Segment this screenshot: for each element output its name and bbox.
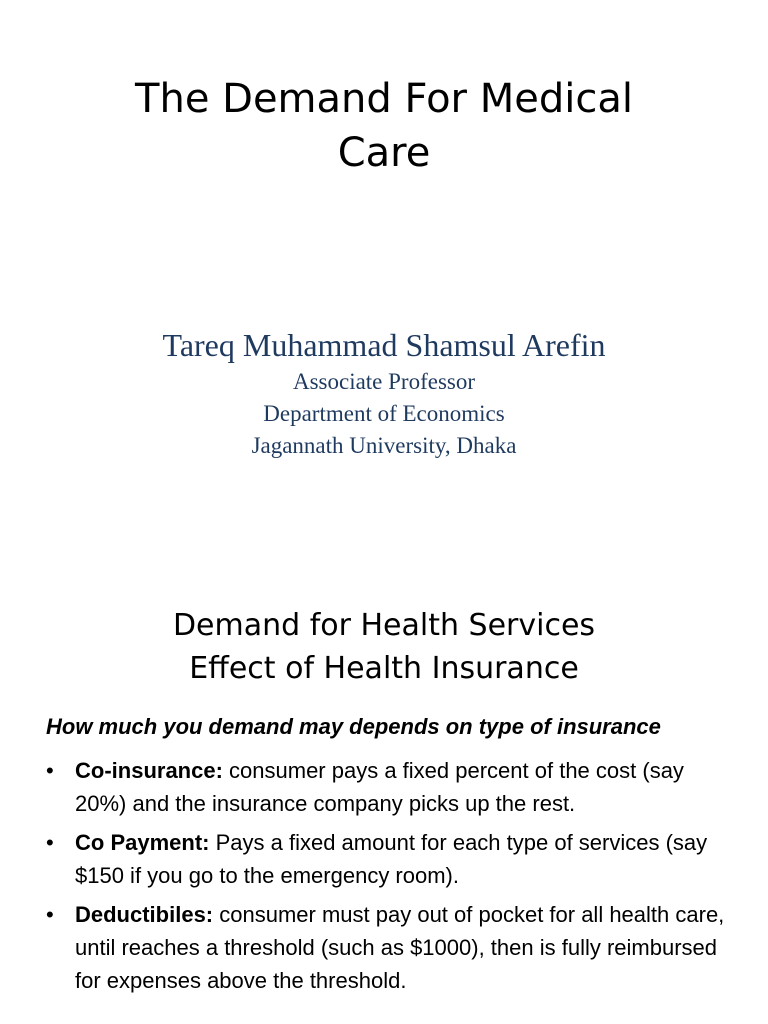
bullet-text: consumer must pay out of pocket for all health care, until reaches a threshold (such as $1000), then is fully reimbursed for expenses above the threshold. [75, 902, 725, 993]
bullet-icon: • [46, 830, 54, 855]
bullet-list [46, 754, 726, 1003]
bullet-term: Deductibiles: [75, 902, 214, 927]
bullet-item-co-payment [46, 826, 726, 892]
author-department: Department of Economics [263, 401, 505, 426]
bullet-icon: • [46, 758, 54, 783]
bullet-item-co-insurance [46, 754, 726, 820]
author-university: Jagannath University, Dhaka [251, 433, 517, 458]
bullet-text: consumer pays a fixed percent of the cost (say 20%) and the insurance company picks up the rest. [75, 758, 684, 816]
content-slide-title [20, 604, 748, 690]
bullet-item-deductibles [46, 898, 726, 997]
content-title-line-1: Demand for Health Services [172, 608, 596, 643]
author-position: Associate Professor [292, 369, 476, 394]
bullet-term: Co-insurance: [75, 758, 223, 783]
content-slide [0, 580, 768, 1024]
slide-title-line-2: Care [337, 130, 431, 176]
bullet-icon: • [46, 902, 54, 927]
slide-title [40, 72, 728, 180]
bullet-term: Co Payment: [75, 830, 210, 855]
author-name: Tareq Muhammad Shamsul Arefin [162, 327, 606, 363]
author-block [40, 324, 728, 462]
lead-sentence: How much you demand may depends on type of insurance [46, 714, 661, 739]
slide-title-line-1: The Demand For Medical [135, 76, 633, 122]
content-title-line-2: Effect of Health Insurance [189, 651, 579, 686]
bullet-text: Pays a fixed amount for each type of services (say $150 if you go to the emergency room). [75, 830, 708, 888]
